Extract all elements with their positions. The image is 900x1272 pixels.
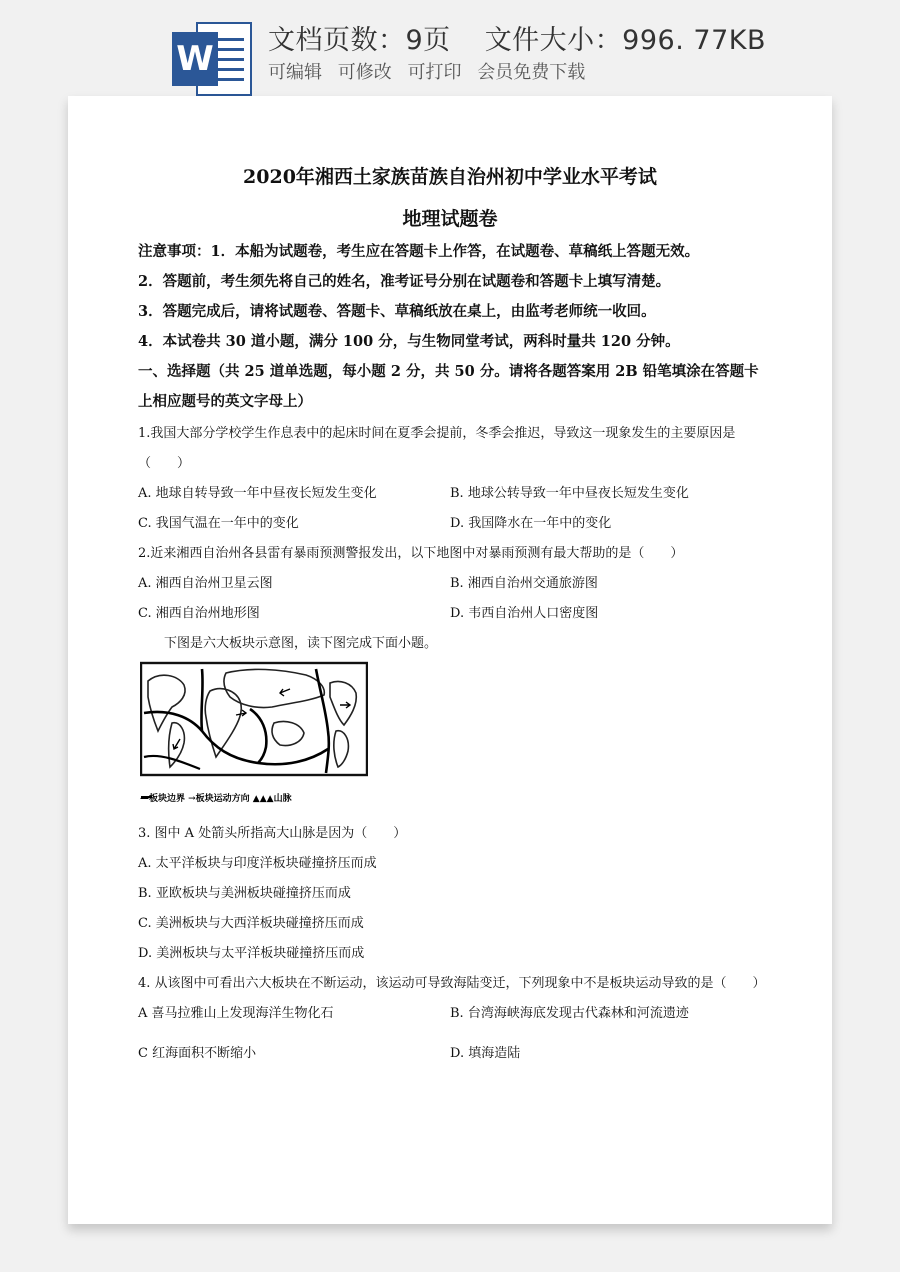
section-1-heading: 一、选择题（共 25 道单选题，每小题 2 分，共 50 分。请将各题答案用 2B 铅笔填涂在答题卡 xyxy=(138,363,759,380)
document-info-banner xyxy=(0,0,900,100)
map-legend: —板块边界 →板块运动方向 ▲▲▲山脉 xyxy=(140,794,292,804)
question-1-paren: （ ） xyxy=(138,456,191,471)
exam-subtitle: 地理试题卷 xyxy=(402,208,498,230)
q2-option-a: A. 湘西自治州卫星云图 xyxy=(138,576,273,591)
file-stats xyxy=(268,18,766,57)
map-intro: 下图是六大板块示意图，读下图完成下面小题。 xyxy=(164,636,438,651)
feature-list xyxy=(268,58,595,84)
note-2: 2．答题前，考生须先将自己的姓名，准考证号分别在试题卷和答题卡上填写清楚。 xyxy=(138,273,671,290)
file-size: 文件大小：996. 77KB xyxy=(484,25,766,56)
q4-option-c: C 红海面积不断缩小 xyxy=(138,1046,257,1061)
q3-option-c: C. 美洲板块与大西洋板块碰撞挤压而成 xyxy=(138,916,364,931)
q4-option-b: B. 台湾海峡海底发现古代森林和河流遗迹 xyxy=(450,1006,689,1021)
q4-option-a: A 喜马拉雅山上发现海洋生物化石 xyxy=(138,1006,334,1021)
note-1: 注意事项：1．本船为试题卷，考生应在答题卡上作答，在试题卷、草稿纸上答题无效。 xyxy=(138,243,700,260)
question-4: 4. 从该图中可看出六大板块在不断运动，该运动可导致海陆变迁，下列现象中不是板块运动导致的是（ ） xyxy=(138,976,766,991)
section-1-heading-cont: 上相应题号的英文字母上） xyxy=(138,393,312,410)
q1-option-d: D. 我国降水在一年中的变化 xyxy=(450,516,612,531)
q4-option-d: D. 填海造陆 xyxy=(450,1046,521,1061)
document-page xyxy=(68,96,832,1224)
q3-option-d: D. 美洲板块与太平洋板块碰撞挤压而成 xyxy=(138,946,365,961)
q1-option-a: A. 地球自转导致一年中昼夜长短发生变化 xyxy=(138,486,377,501)
question-2: 2.近来湘西自治州各县雷有暴雨预测警报发出，以下地图中对暴雨预测有最大帮助的是（ ） xyxy=(138,546,684,561)
q1-option-c: C. 我国气温在一年中的变化 xyxy=(138,516,299,531)
plate-tectonics-map xyxy=(140,661,368,809)
feature-printable: 可打印 xyxy=(407,62,462,83)
q2-option-c: C. 湘西自治州地形图 xyxy=(138,606,260,621)
q3-option-b: B. 亚欧板块与美洲板块碰撞挤压而成 xyxy=(138,886,351,901)
q2-option-d: D. 韦西自治州人口密度图 xyxy=(450,606,599,621)
word-document-icon: W xyxy=(172,22,252,96)
q3-option-a: A. 太平洋板块与印度洋板块碰撞挤压而成 xyxy=(138,856,377,871)
q2-option-b: B. 湘西自治州交通旅游图 xyxy=(450,576,598,591)
q1-option-b: B. 地球公转导致一年中昼夜长短发生变化 xyxy=(450,486,689,501)
exam-title: 2020年湘西土家族苗族自治州初中学业水平考试 xyxy=(243,166,657,188)
question-3: 3. 图中 A 处箭头所指高大山脉是因为（ ） xyxy=(138,826,407,841)
page-count: 文档页数：9页 xyxy=(268,25,451,56)
question-1: 1.我国大部分学校学生作息表中的起床时间在夏季会提前，冬季会推迟，导致这一现象发生的主要原因是 xyxy=(138,426,736,441)
note-3: 3．答题完成后，请将试题卷、答题卡、草稿纸放在桌上，由监考老师统一收回。 xyxy=(138,303,656,320)
feature-modifiable: 可修改 xyxy=(337,62,392,83)
note-4: 4．本试卷共 30 道小题，满分 100 分，与生物同堂考试，两科时量共 120 分钟。 xyxy=(138,333,680,350)
feature-editable: 可编辑 xyxy=(268,62,322,83)
feature-free-download: 会员免费下载 xyxy=(477,62,586,83)
